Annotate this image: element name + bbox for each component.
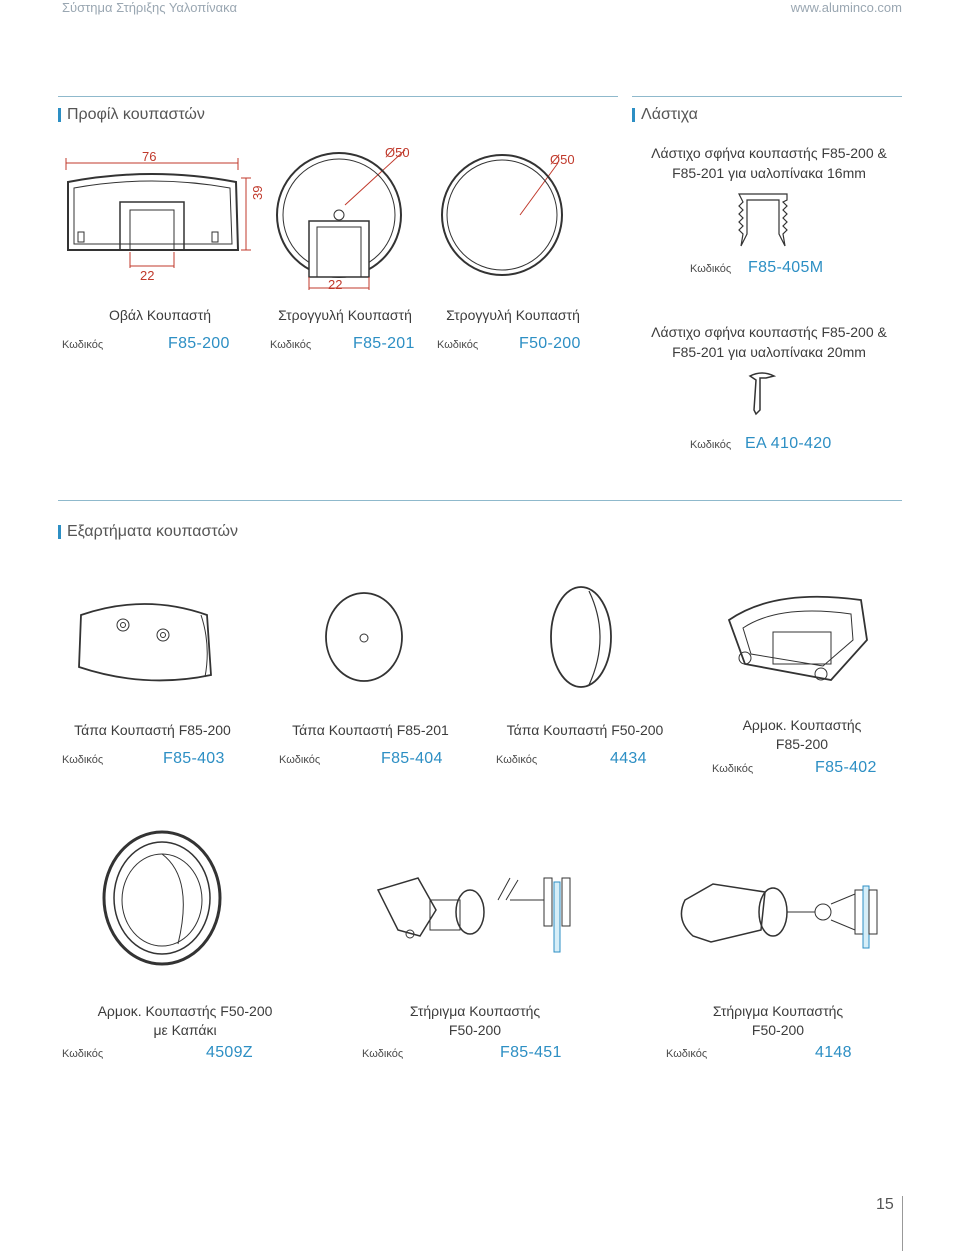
profile-name-round-a: Στρογγυλή Κουπαστή	[278, 307, 412, 323]
accessory-code-4148: 4148	[815, 1044, 852, 1061]
gasket-description-20mm: Λάστιχο σφήνα κουπαστής F85-200 & F85-201 για υαλοπίνακα 20mm	[651, 324, 887, 360]
accessory-name-f85-404: Τάπα Κουπαστή F85-201	[292, 722, 449, 738]
accessory-name-f85-402: Αρμοκ. Κουπαστής F85-200	[742, 717, 862, 752]
end-cap-4434-drawing	[545, 585, 620, 690]
code-label: Κωδικός	[690, 439, 732, 451]
gasket-description-16mm: Λάστιχο σφήνα κουπαστής F85-200 & F85-201 για υαλοπίνακα 16mm	[651, 145, 887, 181]
gasket-code-ea-410-420: EA 410-420	[745, 435, 832, 452]
accessory-code-4509z: 4509Z	[206, 1044, 253, 1061]
accessory-name-4434: Τάπα Κουπαστή F50-200	[506, 722, 664, 738]
dim-width: 76	[142, 149, 157, 164]
code-label: Κωδικός	[666, 1048, 708, 1060]
section-title-accessories: Εξαρτήματα κουπαστών	[58, 523, 238, 541]
accessory-code-f85-404: F85-404	[381, 750, 443, 767]
oval-profile-drawing	[60, 140, 260, 290]
code-label: Κωδικός	[690, 263, 732, 275]
accessory-code-f85-451: F85-451	[500, 1044, 562, 1061]
end-cap-f85-403-drawing	[75, 585, 215, 690]
joint-4509z-drawing	[98, 828, 228, 968]
accessory-name-4509z: Αρμοκ. Κουπαστής F50-200 με Καπάκι	[97, 1003, 273, 1038]
header-website[interactable]: www.aluminco.com	[790, 0, 902, 15]
section-title-profiles: Προφίλ κουπαστών	[58, 106, 205, 124]
code-label: Κωδικός	[279, 754, 321, 766]
dim-channel-a: 22	[140, 268, 155, 283]
joint-f85-402-drawing	[715, 580, 875, 690]
bracket-4148-drawing	[665, 860, 895, 960]
page-number-divider	[902, 1196, 903, 1251]
profile-code-f85-201: F85-201	[353, 335, 415, 352]
dim-diameter-b: Ø50	[550, 152, 575, 167]
code-label: Κωδικός	[62, 339, 104, 351]
accessory-code-f85-402: F85-402	[815, 759, 877, 776]
code-label: Κωδικός	[62, 1048, 104, 1060]
code-label: Κωδικός	[437, 339, 479, 351]
section-rule	[58, 96, 618, 97]
accessory-name-f85-451: Στήριγμα Κουπαστής F50-200	[409, 1003, 541, 1038]
accessory-name-4148: Στήριγμα Κουπαστής F50-200	[712, 1003, 844, 1038]
bracket-f85-451-drawing	[370, 860, 580, 960]
header-title: Σύστημα Στήριξης Υαλοπίνακα	[62, 0, 237, 15]
code-label: Κωδικός	[270, 339, 312, 351]
accessory-code-f85-403: F85-403	[163, 750, 225, 767]
section-rule	[632, 96, 902, 97]
profile-name-oval: Οβάλ Κουπαστή	[108, 307, 212, 323]
code-label: Κωδικός	[362, 1048, 404, 1060]
code-label: Κωδικός	[62, 754, 104, 766]
dim-diameter-a: Ø50	[385, 145, 410, 160]
profile-name-round-b: Στρογγυλή Κουπαστή	[446, 307, 580, 323]
dim-height: 39	[250, 185, 265, 200]
dim-channel-b: 22	[328, 277, 343, 292]
code-label: Κωδικός	[712, 763, 754, 775]
code-label: Κωδικός	[496, 754, 538, 766]
gasket-20mm-drawing	[748, 370, 778, 420]
round-profile-f50-200-drawing	[440, 145, 600, 285]
profile-code-f50-200: F50-200	[519, 335, 581, 352]
page-number: 15	[876, 1196, 894, 1213]
accessory-code-4434: 4434	[610, 750, 647, 767]
section-rule	[58, 500, 902, 501]
gasket-16mm-drawing	[735, 190, 795, 250]
accessory-name-f85-403: Τάπα Κουπαστή F85-200	[74, 722, 231, 738]
round-profile-f85-201-drawing	[265, 145, 425, 295]
section-title-gaskets: Λάστιχα	[632, 106, 698, 124]
profile-code-f85-200: F85-200	[168, 335, 230, 352]
end-cap-f85-404-drawing	[320, 590, 410, 685]
gasket-code-f85-405m: F85-405M	[748, 259, 824, 276]
